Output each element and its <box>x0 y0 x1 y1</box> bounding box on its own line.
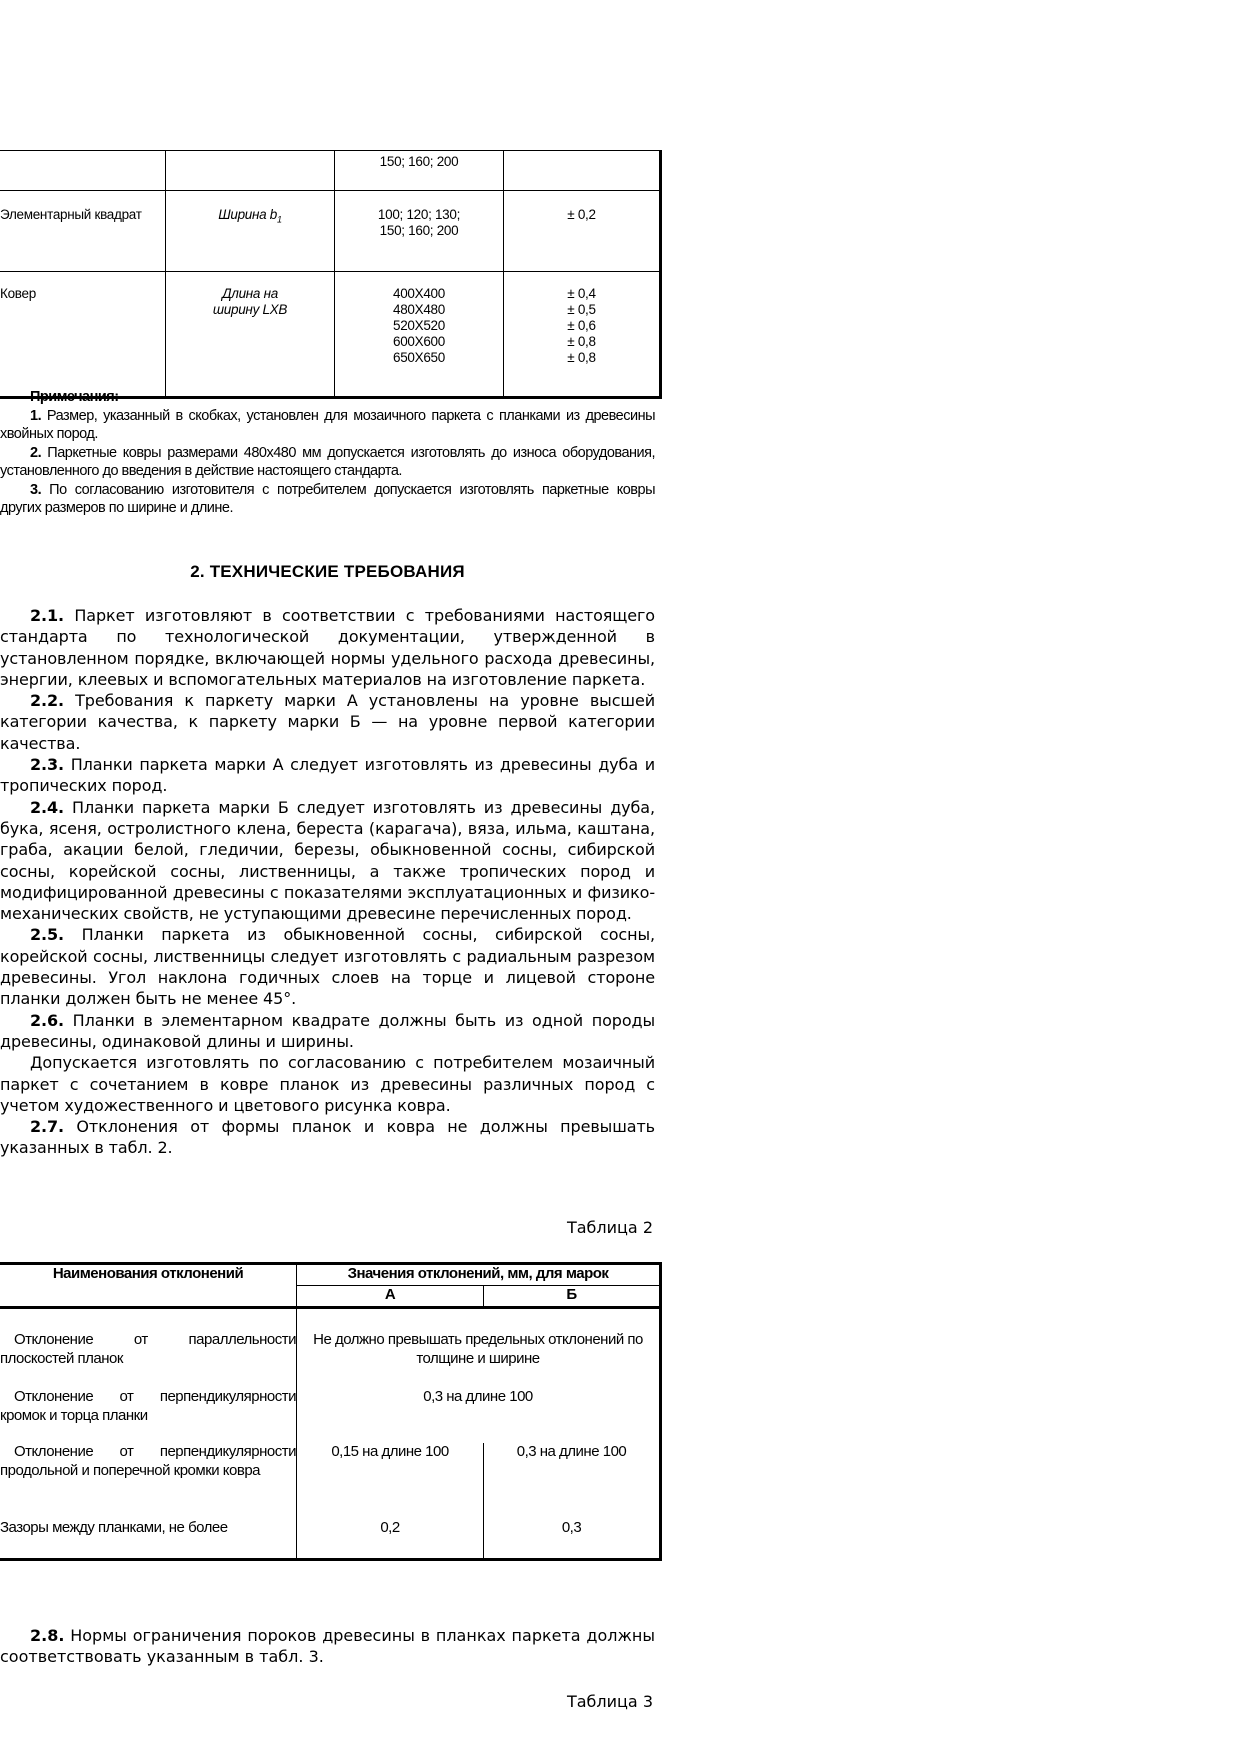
table-cell-name: Ковер <box>0 272 166 398</box>
table-cell-tolerance: ± 0,4 ± 0,5 ± 0,6 ± 0,8 ± 0,8 <box>504 272 661 398</box>
section-title: 2. ТЕХНИЧЕСКИЕ ТРЕБОВАНИЯ <box>190 562 465 581</box>
header-name: Наименования отклонений <box>0 1264 297 1308</box>
row-value-a: 0,15 на длине 100 <box>297 1443 484 1519</box>
table-cell-sizes: 400Х400 480Х480 520Х520 600Х600 650Х650 <box>335 272 504 398</box>
table-row <box>0 1443 661 1519</box>
table-2-caption: Таблица 2 <box>566 1218 653 1237</box>
table-cell-param: Длина на ширину LXB <box>166 272 335 398</box>
paragraph: 2.1. Паркет изготовляют в соответствии с требованиями настоящего стандарта по технологической документации, утвержденной в установленном порядке, включающей нормы удельного расхода древесины, энергии, клеевых и вспомогательных материалов на изготовление паркета. <box>0 606 655 689</box>
row-name: Отклонение от параллельности плоскостей планок <box>0 1308 297 1389</box>
table-cell <box>0 151 166 191</box>
note-item: 1. Размер, указанный в скобках, установлен для мозаичного паркета с планками из древесины хвойных пород. <box>0 407 655 442</box>
row-value-b: 0,3 <box>484 1519 661 1560</box>
note-item: 3. По согласованию изготовителя с потребителем допускается изготовлять паркетные ковры других размеров по ширине и длине. <box>0 481 655 516</box>
table-3-caption: Таблица 3 <box>566 1692 653 1711</box>
table-row <box>0 191 661 272</box>
table-1 <box>0 150 662 399</box>
table-cell <box>504 151 661 191</box>
paragraph: 2.7. Отклонения от формы планок и ковра не должны превышать указанных в табл. 2. <box>0 1117 655 1158</box>
row-name: Отклонение от перпендикулярности кромок и торца планки <box>0 1388 297 1443</box>
table-cell-tolerance: ± 0,2 <box>504 191 661 272</box>
notes-title: Примечания: <box>30 389 119 405</box>
table-header-row <box>0 1264 661 1286</box>
header-grade-b: Б <box>484 1286 661 1308</box>
notes <box>0 388 655 518</box>
paragraph: 2.8. Нормы ограничения пороков древесины в планках паркета должны соответствовать указанным в табл. 3. <box>0 1626 655 1667</box>
table-row <box>0 1519 661 1560</box>
paragraph: 2.6. Планки в элементарном квадрате должны быть из одной породы древесины, одинаковой длины и ширины. <box>0 1010 655 1051</box>
body-text <box>0 605 655 1159</box>
table-2 <box>0 1262 662 1561</box>
row-value-b: 0,3 на длине 100 <box>484 1443 661 1519</box>
table-cell-sizes: 150; 160; 200 <box>335 151 504 191</box>
row-name: Зазоры между планками, не более <box>0 1519 297 1560</box>
table-row <box>0 151 661 191</box>
row-value-merged: Не должно превышать предельных отклонений по толщине и ширине <box>297 1308 661 1389</box>
row-name: Отклонение от перпендикулярности продольной и поперечной кромки ковра <box>0 1443 297 1519</box>
paragraph: 2.3. Планки паркета марки А следует изготовлять из древесины дуба и тропических пород. <box>0 755 655 796</box>
paragraph-2-8 <box>0 1625 655 1668</box>
note-item: 2. Паркетные ковры размерами 480х480 мм допускается изготовлять до износа оборудования, установленного до введения в действие настоящего стандарта. <box>0 444 655 479</box>
table-row <box>0 272 661 398</box>
table-row <box>0 1388 661 1443</box>
header-grade-a: А <box>297 1286 484 1308</box>
paragraph: 2.4. Планки паркета марки Б следует изготовлять из древесины дуба, бука, ясеня, остролистного клена, береста (карагача), вяза, ильма, каштана, граба, акации белой, гледичии, березы, обыкновенной сосны, сибирской сосны, корейской сосны, лиственницы, а также тропических пород и модифицированной древесины с показателями эксплуатационных и физико-механических свойств, не уступающими древесине перечисленных пород. <box>0 797 655 924</box>
table-row <box>0 1308 661 1389</box>
paragraph: 2.5. Планки паркета из обыкновенной сосны, сибирской сосны, корейской сосны, лиственницы следует изготовлять с радиальным разрезом древесины. Угол наклона годичных слоев на торце и лицевой стороне планки должен быть не менее 45°. <box>0 925 655 1009</box>
row-value-merged: 0,3 на длине 100 <box>297 1388 661 1443</box>
table-cell-name: Элементарный квадрат <box>0 191 166 272</box>
table-cell-param: Ширина $b_1$ <box>166 191 335 272</box>
paragraph: Допускается изготовлять по согласованию с потребителем мозаичный паркет с сочетанием в ковре планок из древесины различных пород с учетом художественного и цветового рисунка ковра. <box>0 1053 655 1115</box>
paragraph: 2.2. Требования к паркету марки А установлены на уровне высшей категории качества, к паркету марки Б — на уровне первой категории качества. <box>0 691 655 753</box>
table-cell <box>166 151 335 191</box>
table-cell-sizes: 100; 120; 130; 150; 160; 200 <box>335 191 504 272</box>
row-value-a: 0,2 <box>297 1519 484 1560</box>
header-values: Значения отклонений, мм, для марок <box>297 1264 661 1286</box>
